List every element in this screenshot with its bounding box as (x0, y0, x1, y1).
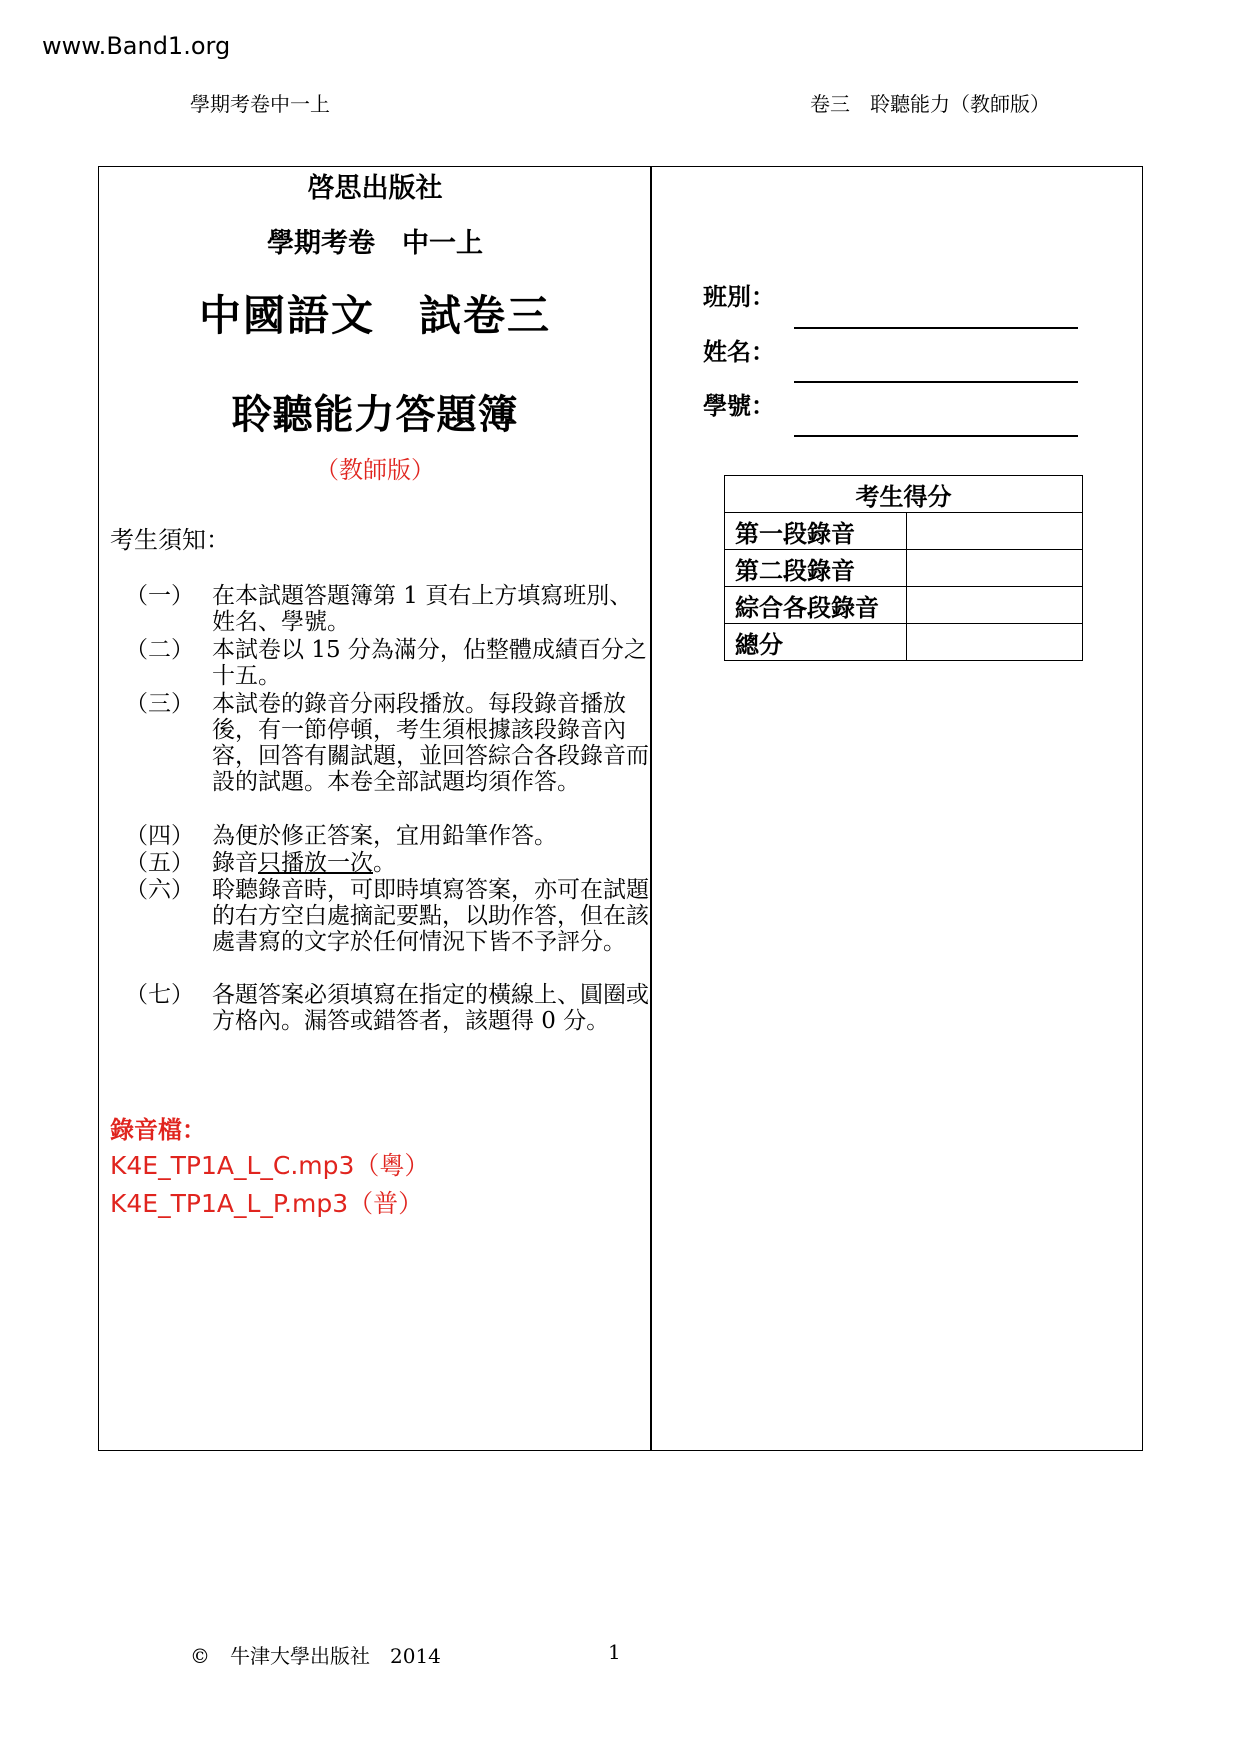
student-number-label: 學號： (703, 392, 775, 420)
exam-title: 學期考卷 中一上 (267, 228, 483, 259)
note-text-after: 。 (373, 850, 396, 876)
recording-file-cantonese: K4E_TP1A_L_C.mp3（粵） (110, 1151, 430, 1180)
class-input-line[interactable] (794, 327, 1078, 329)
note-text: 聆聽錄音時，可即時填寫答案，亦可在試題的右方空白處摘記要點，以助作答，但在該處書寫的文字於任何情況下皆不予評分。 (212, 877, 649, 955)
note-text: 在本試題答題簿第 1 頁右上方填寫班別、姓名、學號。 (212, 583, 633, 635)
score-row-label: 第一段錄音 (725, 513, 907, 550)
note-text: 各題答案必須填寫在指定的橫線上、圓圈或方格內。漏答或錯答者，該題得 0 分。 (212, 982, 649, 1034)
table-row (725, 513, 1083, 550)
note-text-before: 錄音 (212, 850, 258, 876)
publisher-name: 啓思出版社 (307, 173, 443, 204)
watermark-url: www.Band1.org (42, 32, 231, 60)
recording-file-putonghua: K4E_TP1A_L_P.mp3（普） (110, 1189, 424, 1218)
note-number: （四） (125, 823, 194, 849)
name-label: 姓名： (703, 338, 775, 366)
page-header-left: 學期考卷中一上 (190, 92, 330, 116)
note-number: （三） (125, 691, 194, 717)
table-row (725, 550, 1083, 587)
subject-title: 中國語文 試卷三 (198, 291, 551, 340)
page-number: 1 (608, 1640, 621, 1664)
score-cell[interactable] (907, 624, 1083, 661)
booklet-title: 聆聽能力答題簿 (231, 392, 519, 438)
score-table (724, 475, 1083, 661)
note-text: 為便於修正答案，宜用鉛筆作答。 (212, 823, 557, 849)
note-number: （五） (125, 850, 194, 876)
class-label: 班別： (703, 283, 775, 311)
score-row-label: 第二段錄音 (725, 550, 907, 587)
note-text: 本試卷的錄音分兩段播放。每段錄音播放後，有一節停頓，考生須根據該段錄音內容，回答有關試題，並回答綜合各段錄音而設的試題。本卷全部試題均須作答。 (212, 691, 649, 795)
name-input-line[interactable] (794, 381, 1078, 383)
score-row-label: 綜合各段錄音 (725, 587, 907, 624)
copyright-footer: © 牛津大學出版社 2014 (190, 1644, 441, 1668)
score-cell[interactable] (907, 550, 1083, 587)
edition-label: （教師版） (315, 456, 435, 484)
notice-title: 考生須知： (110, 526, 230, 554)
recording-title: 錄音檔： (110, 1116, 206, 1144)
table-row (725, 587, 1083, 624)
table-row (725, 624, 1083, 661)
score-cell[interactable] (907, 513, 1083, 550)
student-number-input-line[interactable] (794, 435, 1078, 437)
score-table-header: 考生得分 (725, 476, 1083, 513)
note-number: （六） (125, 877, 194, 903)
note-number: （一） (125, 583, 194, 609)
column-divider (650, 166, 652, 1451)
score-cell[interactable] (907, 587, 1083, 624)
note-text: 本試卷以 15 分為滿分，佔整體成績百分之十五。 (212, 637, 647, 689)
score-row-label: 總分 (725, 624, 907, 661)
note-number: （七） (125, 982, 194, 1008)
page-header-right: 卷三 聆聽能力（教師版） (810, 92, 1050, 116)
cover-frame (98, 166, 1143, 1451)
note-text (212, 850, 652, 876)
note-text-underlined: 只播放一次 (258, 850, 373, 876)
note-number: （二） (125, 637, 194, 663)
